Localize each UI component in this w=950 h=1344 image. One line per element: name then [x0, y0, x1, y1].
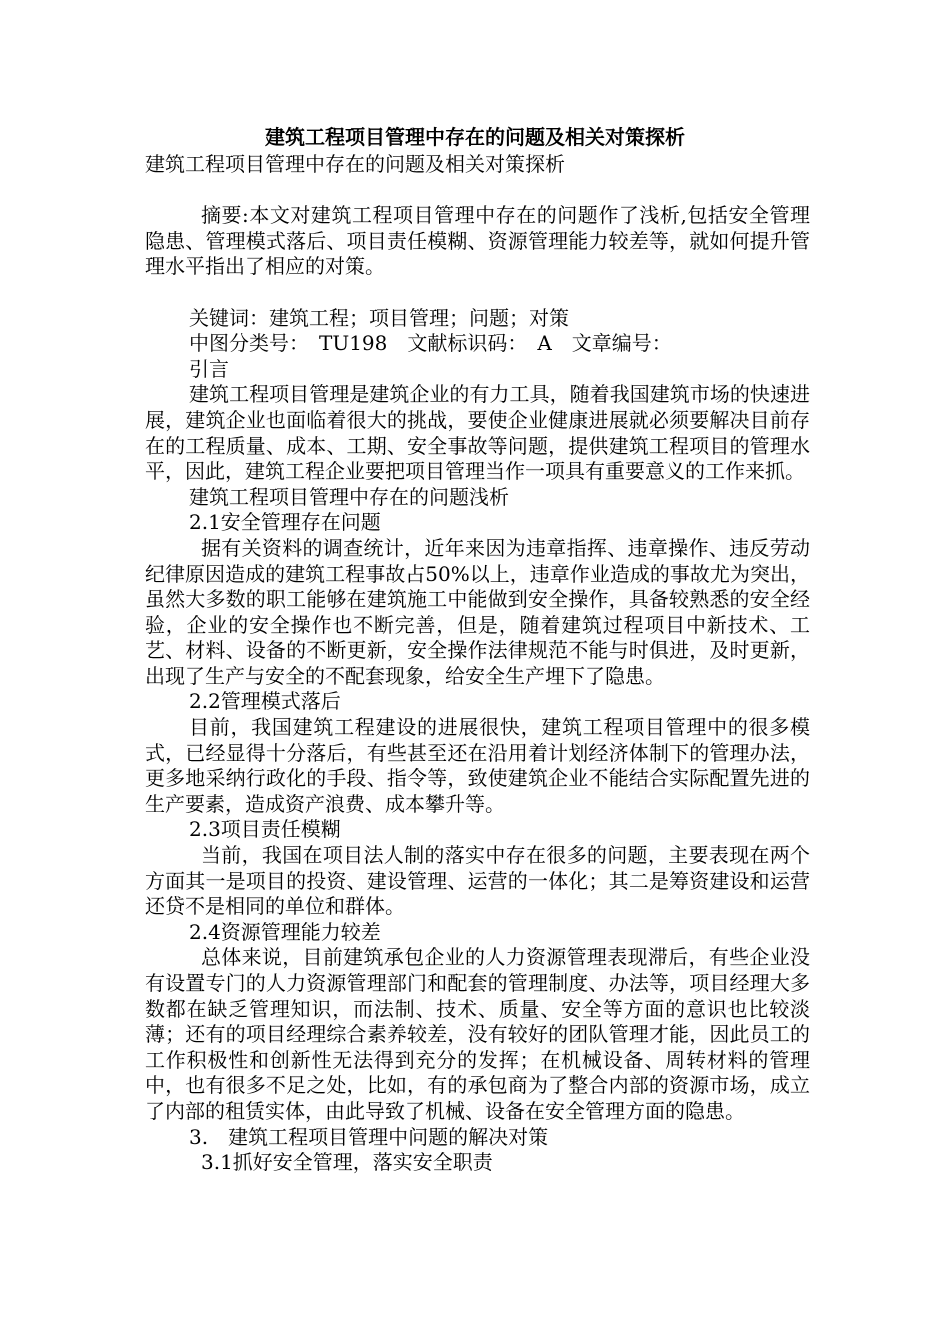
intro-paragraph: 建筑工程项目管理是建筑企业的有力工具，随着我国建筑市场的快速进展，建筑企业也面临着很大的挑战，要使企业健康进展就必须要解决目前存在的工程质量、成本、工期、安全事故等问题，提供建筑工程项目的管理水平，因此，建筑工程企业要把项目管理当作一项具有重要意义的工作来抓。 — [145, 382, 810, 484]
section-2-4-heading: 2.4资源管理能力较差 — [189, 919, 381, 944]
spacer — [145, 178, 810, 204]
keywords-line: 关键词：建筑工程；项目管理；问题；对策 — [189, 305, 569, 330]
abstract-paragraph: 摘要:本文对建筑工程项目管理中存在的问题作了浅析,包括安全管理隐患、管理模式落后、项目责任模糊、资源管理能力较差等，就如何提升管理水平指出了相应的对策。 — [145, 203, 810, 279]
document-title: 建筑工程项目管理中存在的问题及相关对策探析 — [265, 125, 685, 149]
classification-line: 中图分类号： TU198 文献标识码： A 文章编号： — [189, 331, 672, 356]
section-2-4-paragraph: 总体来说，目前建筑承包企业的人力资源管理表现滞后，有些企业没有设置专门的人力资源管理部门和配套的管理制度、办法等，项目经理大多数都在缺乏管理知识，而法制、技术、质量、安全等方面的意识也比较淡薄；还有的项目经理综合素养较差，没有较好的团队管理才能，因此员工的工作积极性和创新性无法得到充分的发挥；在机械设备、周转材料的管理中，也有很多不足之处，比如，有的承包商为了整合内部的资源市场，成立了内部的租赁实体，由此导致了机械、设备在安全管理方面的隐患。 — [145, 945, 810, 1123]
section-2-1-paragraph: 据有关资料的调查统计，近年来因为违章指挥、违章操作、违反劳动纪律原因造成的建筑工程事故占50%以上，违章作业造成的事故尤为突出，虽然大多数的职工能够在建筑施工中能做到安全操作，具备较熟悉的安全经验，企业的安全操作也不断完善，但是，随着建筑过程项目中新技术、工艺、材料、设备的不断更新，安全操作法律规范不能与时俱进，及时更新，出现了生产与安全的不配套现象，给安全生产埋下了隐患。 — [145, 535, 810, 688]
section-3-1-heading: 3.1抓好安全管理，落实安全职责 — [201, 1150, 493, 1175]
document-body — [145, 152, 810, 1176]
spacer — [145, 280, 810, 306]
section-2-1-heading: 2.1安全管理存在问题 — [189, 510, 381, 535]
section-3-heading: 3. 建筑工程项目管理中问题的解决对策 — [189, 1124, 549, 1149]
section-2-3-heading: 2.3项目责任模糊 — [189, 817, 341, 842]
intro-heading: 引言 — [189, 356, 229, 381]
section-2-2-heading: 2.2管理模式落后 — [189, 689, 341, 714]
section-2-2-paragraph: 目前，我国建筑工程建设的进展很快，建筑工程项目管理中的很多模式，已经显得十分落后，有些甚至还在沿用着计划经济体制下的管理办法，更多地采纳行政化的手段、指令等，致使建筑企业不能结合实际配置先进的生产要素，造成资产浪费、成本攀升等。 — [145, 715, 810, 816]
section-2-3-paragraph: 当前，我国在项目法人制的落实中存在很多的问题，主要表现在两个方面其一是项目的投资、建设管理、运营的一体化；其二是筹资建设和运营还贷不是相同的单位和群体。 — [145, 843, 810, 919]
document-subtitle: 建筑工程项目管理中存在的问题及相关对策探析 — [145, 152, 565, 176]
section-2-heading: 建筑工程项目管理中存在的问题浅析 — [189, 484, 509, 509]
